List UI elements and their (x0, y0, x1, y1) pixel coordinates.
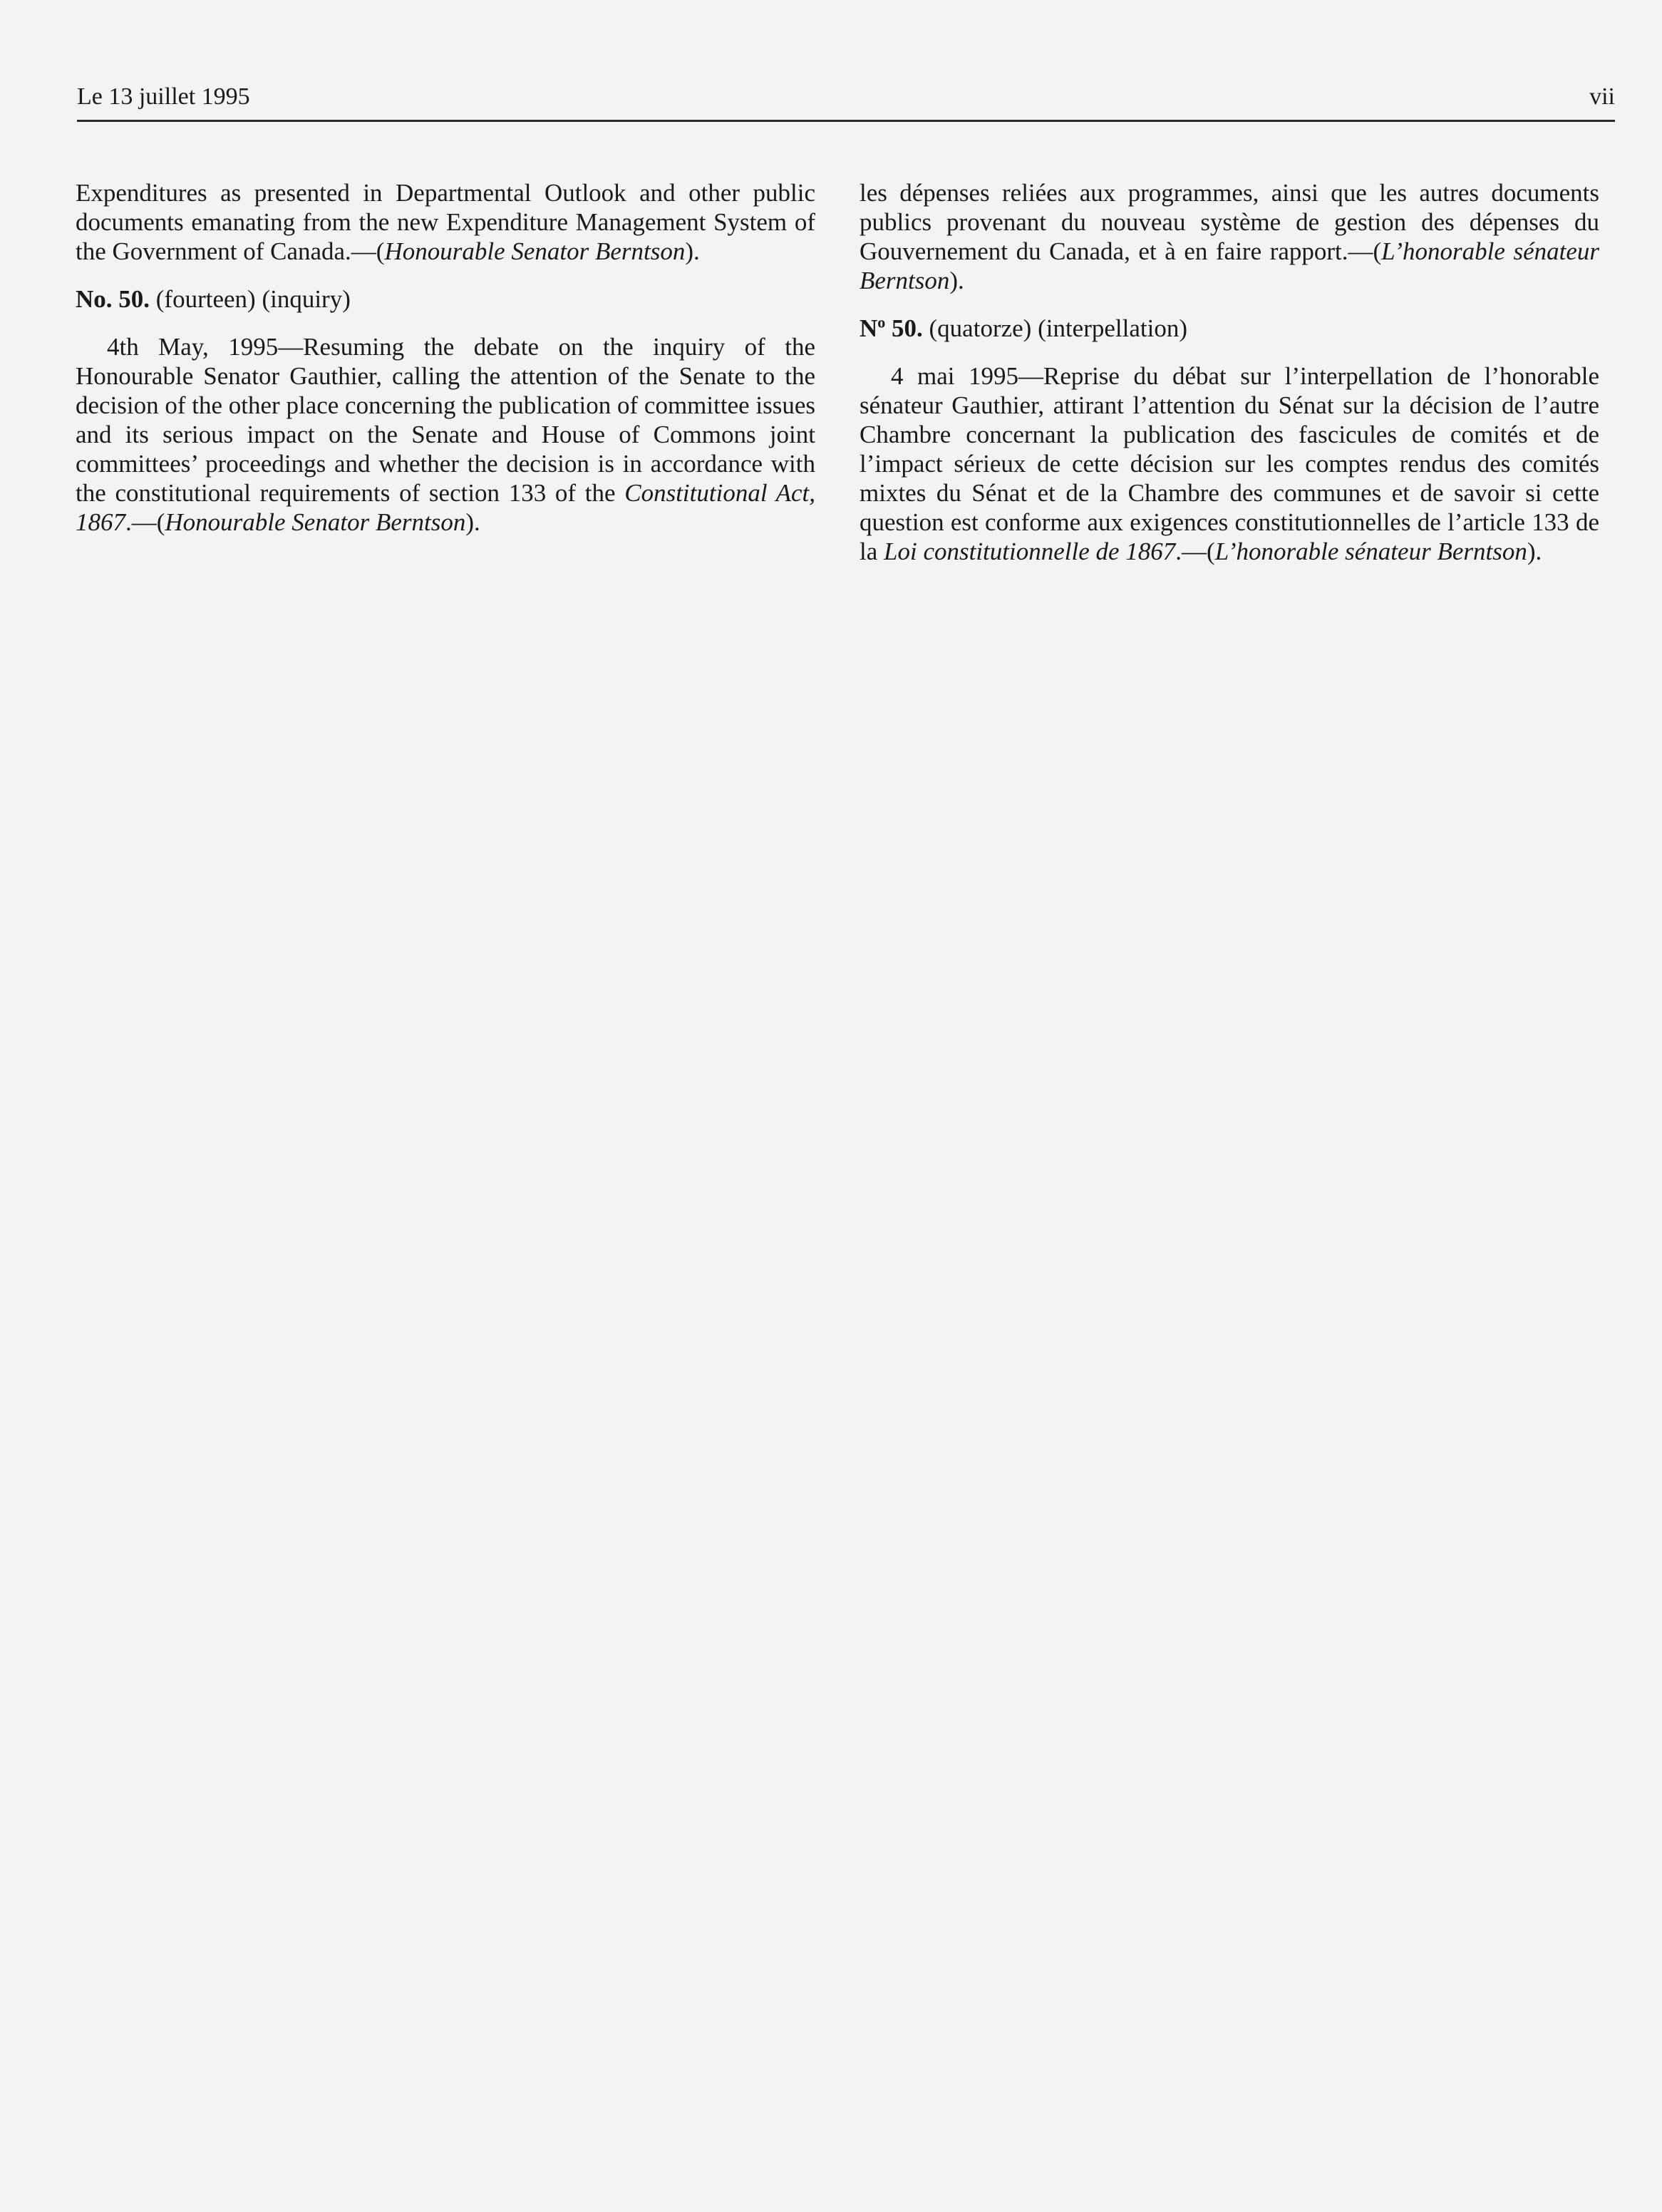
french-column (860, 178, 1599, 566)
body-dash: .—( (1175, 537, 1215, 565)
item-number: No. 50. (76, 285, 150, 313)
running-header (77, 80, 1615, 120)
item-heading (76, 284, 815, 314)
page-number: vii (1589, 83, 1615, 110)
closing-punct: ). (1527, 537, 1542, 565)
body-dash: .—( (125, 508, 165, 536)
closing-punct: ). (465, 508, 480, 536)
item-number-value: 50. (885, 314, 923, 342)
header-rule (77, 120, 1615, 122)
continuation-text: Expenditures as presented in Departmental Outlook and other public documents emanating from the new Expenditure Management System of the Government of Canada.—( (76, 179, 815, 265)
english-column (76, 178, 815, 537)
item-number (860, 314, 923, 342)
act-title: Constitutional Act, 1867 (76, 479, 815, 536)
attribution: Honourable Senator Berntson (384, 237, 686, 265)
item-body (860, 361, 1599, 566)
item-body (76, 332, 815, 537)
item-number-prefix: N (860, 314, 878, 342)
item-heading (860, 314, 1599, 343)
attribution: L’honorable sénateur Berntson (860, 237, 1599, 294)
body-text: 4th May, 1995—Resuming the debate on the inquiry of the Honourable Senator Gauthier, calling the attention of the Senate to the decision of the other place concerning the publication of committee issues and its serious impact on the Senate and House of Commons joint committees’ proceedings and whether the decision is in accordance with the constitutional requirements of section 133 of the (76, 333, 816, 507)
attribution: Honourable Senator Berntson (165, 508, 466, 536)
continuation-paragraph (76, 178, 815, 266)
attribution: L’honorable sénateur Berntson (1214, 537, 1527, 565)
item-type: (quatorze) (interpellation) (922, 314, 1187, 342)
continuation-text: les dépenses reliées aux programmes, ainsi que les autres documents publics provenant du nouveau système de gestion des dépenses du Gouvernement du Canada, et à en faire rapport.—( (860, 179, 1599, 265)
item-type: (fourteen) (inquiry) (150, 285, 351, 313)
act-title: Loi constitutionnelle de 1867 (884, 537, 1176, 565)
item-number-superscript: o (877, 313, 886, 331)
header-date: Le 13 juillet 1995 (77, 83, 250, 110)
body-text: 4 mai 1995—Reprise du débat sur l’interpellation de l’honorable sénateur Gauthier, attirant l’attention du Sénat sur la décision de l’autre Chambre concernant la publication des fascicules de comités et de l’impact sérieux de cette décision sur les comptes rendus des comités mixtes du Sénat et de la Chambre des communes et de savoir si cette question est conforme aux exigences constitutionnelles de l’article 133 de la (860, 362, 1599, 565)
closing-punct: ). (949, 267, 964, 294)
closing-punct: ). (685, 237, 700, 265)
continuation-paragraph (860, 178, 1599, 295)
